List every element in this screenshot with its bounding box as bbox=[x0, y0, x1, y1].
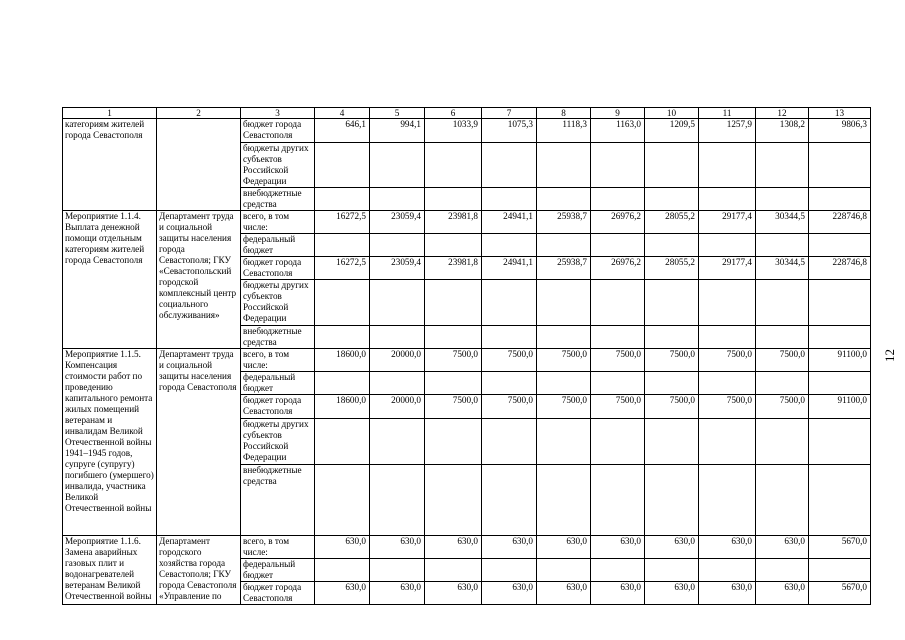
value-cell bbox=[537, 326, 591, 349]
value-cell bbox=[756, 465, 809, 536]
executor-cell: Департамент труда и социальной защиты населения города Севастополя; ГКУ «Севастопольский городской комплексный центр социального обслуживания» bbox=[157, 211, 241, 349]
value-cell: 91100,0 bbox=[809, 395, 871, 419]
funding-source-cell: федеральный бюджет bbox=[241, 559, 315, 582]
funding-source-cell: федеральный бюджет bbox=[241, 234, 315, 257]
value-cell bbox=[425, 372, 482, 395]
value-cell bbox=[482, 465, 537, 536]
table-row bbox=[63, 536, 871, 559]
value-cell bbox=[645, 326, 699, 349]
value-cell: 630,0 bbox=[370, 536, 425, 559]
value-cell: 9806,3 bbox=[809, 119, 871, 143]
measure-cell: Мероприятие 1.1.4. Выплата денежной помощи отдельным категориям жителей города Севастополя bbox=[63, 211, 157, 349]
column-header: 7 bbox=[482, 108, 537, 119]
value-cell: 630,0 bbox=[699, 536, 756, 559]
funding-source-cell: бюджет города Севастополя bbox=[241, 582, 315, 605]
value-cell: 228746,8 bbox=[809, 211, 871, 234]
value-cell bbox=[315, 234, 370, 257]
value-cell bbox=[756, 280, 809, 326]
value-cell bbox=[809, 419, 871, 465]
value-cell: 28055,2 bbox=[645, 257, 699, 280]
value-cell: 630,0 bbox=[756, 536, 809, 559]
budget-table bbox=[62, 107, 871, 605]
value-cell: 18600,0 bbox=[315, 395, 370, 419]
value-cell bbox=[537, 188, 591, 211]
value-cell bbox=[699, 326, 756, 349]
value-cell bbox=[482, 234, 537, 257]
column-header: 4 bbox=[315, 108, 370, 119]
value-cell: 630,0 bbox=[537, 536, 591, 559]
value-cell bbox=[645, 465, 699, 536]
value-cell bbox=[370, 143, 425, 188]
column-header: 11 bbox=[699, 108, 756, 119]
value-cell: 7500,0 bbox=[482, 349, 537, 372]
value-cell bbox=[645, 143, 699, 188]
value-cell bbox=[809, 188, 871, 211]
value-cell bbox=[537, 280, 591, 326]
value-cell: 29177,4 bbox=[699, 211, 756, 234]
value-cell bbox=[482, 143, 537, 188]
value-cell: 630,0 bbox=[315, 536, 370, 559]
value-cell bbox=[482, 280, 537, 326]
table-body bbox=[63, 108, 871, 605]
column-header: 12 bbox=[756, 108, 809, 119]
value-cell: 28055,2 bbox=[645, 211, 699, 234]
value-cell bbox=[537, 143, 591, 188]
value-cell: 20000,0 bbox=[370, 349, 425, 372]
value-cell: 91100,0 bbox=[809, 349, 871, 372]
value-cell bbox=[315, 188, 370, 211]
value-cell bbox=[425, 419, 482, 465]
value-cell bbox=[699, 143, 756, 188]
value-cell bbox=[425, 326, 482, 349]
value-cell bbox=[756, 559, 809, 582]
value-cell bbox=[537, 559, 591, 582]
value-cell: 994,1 bbox=[370, 119, 425, 143]
value-cell bbox=[645, 419, 699, 465]
value-cell: 7500,0 bbox=[537, 349, 591, 372]
value-cell bbox=[425, 234, 482, 257]
measure-cell: Мероприятие 1.1.6. Замена аварийных газовых плит и водонагревателей ветеранам Великой Отечественной войны bbox=[63, 536, 157, 605]
value-cell bbox=[645, 559, 699, 582]
value-cell: 23981,8 bbox=[425, 211, 482, 234]
value-cell bbox=[425, 143, 482, 188]
measure-cell: Мероприятие 1.1.5. Компенсация стоимости работ по проведению капитального ремонта жилых помещений ветеранам и инвалидам Великой Отечественной войны 1941–1945 годов, супруге (супругу) погибшего (умершего) инвалида, участника Великой Отечественной войны bbox=[63, 349, 157, 536]
value-cell bbox=[591, 559, 645, 582]
value-cell: 24941,1 bbox=[482, 257, 537, 280]
value-cell: 630,0 bbox=[756, 582, 809, 605]
funding-source-cell: всего, в том числе: bbox=[241, 211, 315, 234]
value-cell bbox=[756, 234, 809, 257]
value-cell bbox=[809, 559, 871, 582]
value-cell bbox=[370, 188, 425, 211]
value-cell: 630,0 bbox=[537, 582, 591, 605]
value-cell bbox=[809, 372, 871, 395]
value-cell bbox=[645, 280, 699, 326]
value-cell bbox=[699, 465, 756, 536]
value-cell bbox=[756, 372, 809, 395]
value-cell bbox=[699, 234, 756, 257]
value-cell bbox=[591, 372, 645, 395]
value-cell: 630,0 bbox=[645, 582, 699, 605]
column-header: 1 bbox=[63, 108, 157, 119]
value-cell: 630,0 bbox=[591, 582, 645, 605]
value-cell bbox=[537, 419, 591, 465]
value-cell bbox=[482, 419, 537, 465]
funding-source-cell: внебюджетные средства bbox=[241, 326, 315, 349]
value-cell bbox=[809, 143, 871, 188]
value-cell: 630,0 bbox=[591, 536, 645, 559]
funding-source-cell: бюджет города Севастополя bbox=[241, 395, 315, 419]
value-cell: 29177,4 bbox=[699, 257, 756, 280]
column-header: 8 bbox=[537, 108, 591, 119]
value-cell: 1257,9 bbox=[699, 119, 756, 143]
measure-cell: категориям жителей города Севастополя bbox=[63, 119, 157, 211]
value-cell bbox=[315, 326, 370, 349]
value-cell bbox=[315, 465, 370, 536]
value-cell bbox=[591, 326, 645, 349]
value-cell: 7500,0 bbox=[591, 395, 645, 419]
value-cell: 630,0 bbox=[482, 536, 537, 559]
value-cell: 7500,0 bbox=[425, 395, 482, 419]
value-cell: 18600,0 bbox=[315, 349, 370, 372]
value-cell bbox=[370, 234, 425, 257]
value-cell: 7500,0 bbox=[425, 349, 482, 372]
value-cell: 1033,9 bbox=[425, 119, 482, 143]
column-header: 13 bbox=[809, 108, 871, 119]
value-cell bbox=[315, 372, 370, 395]
value-cell bbox=[370, 419, 425, 465]
value-cell bbox=[370, 465, 425, 536]
value-cell bbox=[591, 419, 645, 465]
value-cell: 630,0 bbox=[699, 582, 756, 605]
value-cell bbox=[699, 419, 756, 465]
value-cell: 26976,2 bbox=[591, 257, 645, 280]
funding-source-cell: федеральный бюджет bbox=[241, 372, 315, 395]
value-cell bbox=[699, 280, 756, 326]
value-cell: 20000,0 bbox=[370, 395, 425, 419]
value-cell: 1163,0 bbox=[591, 119, 645, 143]
value-cell bbox=[315, 280, 370, 326]
value-cell: 5670,0 bbox=[809, 582, 871, 605]
value-cell: 630,0 bbox=[425, 536, 482, 559]
funding-source-cell: всего, в том числе: bbox=[241, 536, 315, 559]
value-cell bbox=[809, 234, 871, 257]
value-cell bbox=[370, 280, 425, 326]
value-cell bbox=[370, 372, 425, 395]
value-cell bbox=[482, 372, 537, 395]
value-cell: 630,0 bbox=[425, 582, 482, 605]
value-cell bbox=[756, 419, 809, 465]
value-cell bbox=[482, 326, 537, 349]
funding-source-cell: бюджет города Севастополя bbox=[241, 257, 315, 280]
value-cell bbox=[425, 465, 482, 536]
value-cell bbox=[591, 234, 645, 257]
value-cell bbox=[537, 465, 591, 536]
executor-cell: Департамент труда и социальной защиты населения города Севастополя bbox=[157, 349, 241, 536]
page-number: 12 bbox=[882, 349, 897, 362]
value-cell: 646,1 bbox=[315, 119, 370, 143]
value-cell bbox=[315, 143, 370, 188]
value-cell bbox=[482, 559, 537, 582]
value-cell: 5670,0 bbox=[809, 536, 871, 559]
value-cell: 1118,3 bbox=[537, 119, 591, 143]
funding-source-cell: внебюджетные средства bbox=[241, 188, 315, 211]
value-cell: 630,0 bbox=[315, 582, 370, 605]
column-header: 9 bbox=[591, 108, 645, 119]
value-cell bbox=[809, 326, 871, 349]
funding-source-cell: бюджет города Севастополя bbox=[241, 119, 315, 143]
value-cell bbox=[645, 188, 699, 211]
column-header: 5 bbox=[370, 108, 425, 119]
value-cell bbox=[591, 188, 645, 211]
value-cell: 7500,0 bbox=[756, 349, 809, 372]
value-cell: 25938,7 bbox=[537, 211, 591, 234]
header-row bbox=[63, 108, 871, 119]
funding-source-cell: бюджеты других субъектов Российской Федерации bbox=[241, 280, 315, 326]
value-cell: 630,0 bbox=[645, 536, 699, 559]
value-cell bbox=[699, 372, 756, 395]
column-header: 2 bbox=[157, 108, 241, 119]
funding-source-cell: всего, в том числе: bbox=[241, 349, 315, 372]
funding-source-cell: бюджеты других субъектов Российской Федерации bbox=[241, 143, 315, 188]
value-cell bbox=[591, 465, 645, 536]
value-cell bbox=[425, 188, 482, 211]
value-cell: 7500,0 bbox=[645, 349, 699, 372]
value-cell: 228746,8 bbox=[809, 257, 871, 280]
value-cell bbox=[591, 280, 645, 326]
value-cell: 7500,0 bbox=[756, 395, 809, 419]
value-cell: 7500,0 bbox=[537, 395, 591, 419]
value-cell: 23059,4 bbox=[370, 257, 425, 280]
value-cell bbox=[315, 419, 370, 465]
executor-cell bbox=[157, 119, 241, 211]
value-cell bbox=[699, 188, 756, 211]
table-row bbox=[63, 119, 871, 143]
value-cell bbox=[645, 234, 699, 257]
value-cell: 24941,1 bbox=[482, 211, 537, 234]
value-cell: 16272,5 bbox=[315, 257, 370, 280]
value-cell bbox=[425, 280, 482, 326]
value-cell: 23059,4 bbox=[370, 211, 425, 234]
value-cell: 7500,0 bbox=[482, 395, 537, 419]
value-cell bbox=[315, 559, 370, 582]
value-cell bbox=[370, 559, 425, 582]
funding-source-cell: бюджеты других субъектов Российской Федерации bbox=[241, 419, 315, 465]
value-cell bbox=[809, 280, 871, 326]
funding-source-cell: внебюджетные средства bbox=[241, 465, 315, 536]
value-cell bbox=[537, 372, 591, 395]
column-header: 3 bbox=[241, 108, 315, 119]
value-cell bbox=[645, 372, 699, 395]
value-cell bbox=[699, 559, 756, 582]
value-cell bbox=[756, 188, 809, 211]
value-cell: 1209,5 bbox=[645, 119, 699, 143]
value-cell: 7500,0 bbox=[591, 349, 645, 372]
value-cell bbox=[370, 326, 425, 349]
executor-cell: Департамент городского хозяйства города Севастополя; ГКУ города Севастополя «Управление по bbox=[157, 536, 241, 605]
value-cell: 630,0 bbox=[370, 582, 425, 605]
value-cell: 7500,0 bbox=[645, 395, 699, 419]
value-cell: 25938,7 bbox=[537, 257, 591, 280]
value-cell bbox=[425, 559, 482, 582]
value-cell: 30344,5 bbox=[756, 257, 809, 280]
column-header: 10 bbox=[645, 108, 699, 119]
table-row bbox=[63, 349, 871, 372]
value-cell bbox=[756, 143, 809, 188]
value-cell: 23981,8 bbox=[425, 257, 482, 280]
value-cell: 30344,5 bbox=[756, 211, 809, 234]
column-header: 6 bbox=[425, 108, 482, 119]
value-cell: 1308,2 bbox=[756, 119, 809, 143]
value-cell bbox=[482, 188, 537, 211]
value-cell: 7500,0 bbox=[699, 349, 756, 372]
value-cell bbox=[756, 326, 809, 349]
value-cell bbox=[537, 234, 591, 257]
value-cell: 1075,3 bbox=[482, 119, 537, 143]
value-cell: 630,0 bbox=[482, 582, 537, 605]
table-row bbox=[63, 211, 871, 234]
value-cell: 26976,2 bbox=[591, 211, 645, 234]
value-cell bbox=[809, 465, 871, 536]
value-cell: 7500,0 bbox=[699, 395, 756, 419]
value-cell: 16272,5 bbox=[315, 211, 370, 234]
value-cell bbox=[591, 143, 645, 188]
